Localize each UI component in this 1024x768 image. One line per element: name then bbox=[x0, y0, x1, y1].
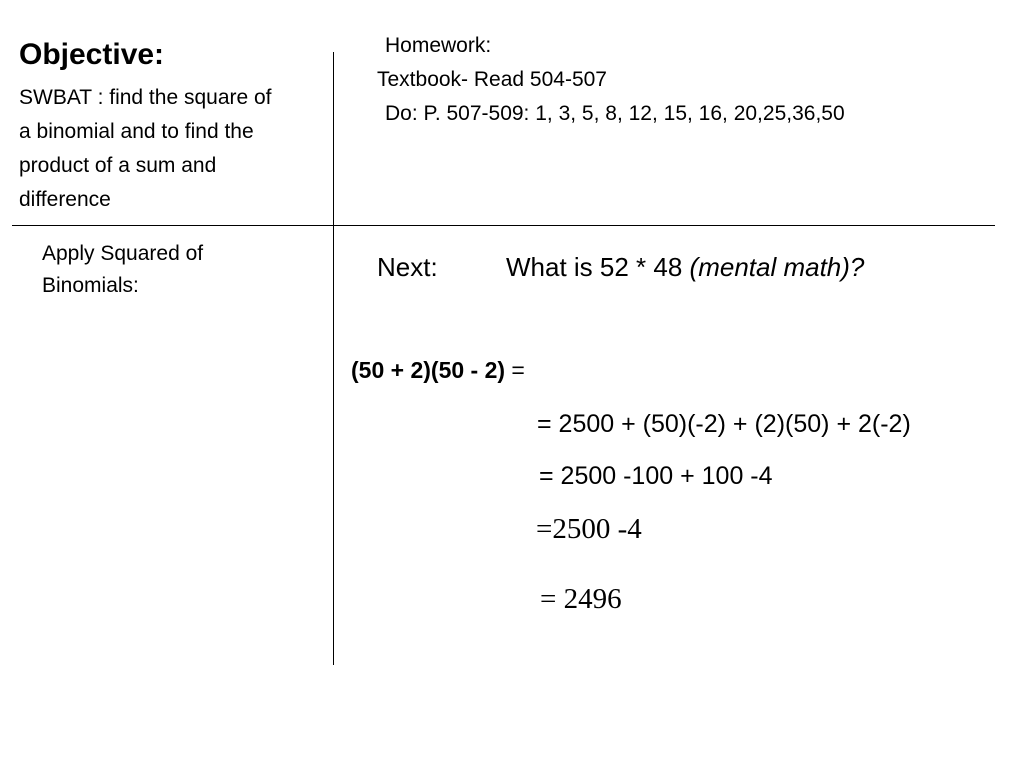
next-label: Next: bbox=[377, 252, 438, 282]
objective-title: Objective: bbox=[19, 38, 165, 71]
work-step-2: = 2500 -100 + 100 -4 bbox=[539, 462, 773, 490]
objective-line: SWBAT : find the square of bbox=[19, 86, 272, 109]
expression: (50 + 2)(50 - 2) bbox=[351, 357, 506, 383]
homework-problems: Do: P. 507-509: 1, 3, 5, 8, 12, 15, 16, 20,25,36,50 bbox=[385, 102, 845, 125]
work-step-3: =2500 -4 bbox=[536, 513, 642, 545]
expression-equals: = bbox=[505, 357, 525, 383]
work-step-1: = 2500 + (50)(-2) + (2)(50) + 2(-2) bbox=[537, 410, 911, 438]
next-question bbox=[377, 250, 864, 284]
objective-line: product of a sum and bbox=[19, 154, 217, 177]
homework-title: Homework: bbox=[385, 34, 492, 57]
apply-line: Binomials: bbox=[42, 274, 139, 297]
work-result: = 2496 bbox=[540, 583, 622, 615]
expression-line bbox=[351, 355, 525, 385]
vertical-divider bbox=[333, 52, 334, 665]
horizontal-divider bbox=[12, 225, 995, 226]
apply-line: Apply Squared of bbox=[42, 242, 204, 265]
objective-line: difference bbox=[19, 188, 111, 211]
homework-reading: Textbook- Read 504-507 bbox=[377, 68, 607, 91]
question-text: What is 52 * 48 bbox=[506, 252, 690, 282]
apply-heading bbox=[42, 238, 203, 302]
objective-text bbox=[19, 81, 331, 217]
objective-line: a binomial and to find the bbox=[19, 120, 254, 143]
question-emphasis: (mental math)? bbox=[689, 252, 865, 282]
